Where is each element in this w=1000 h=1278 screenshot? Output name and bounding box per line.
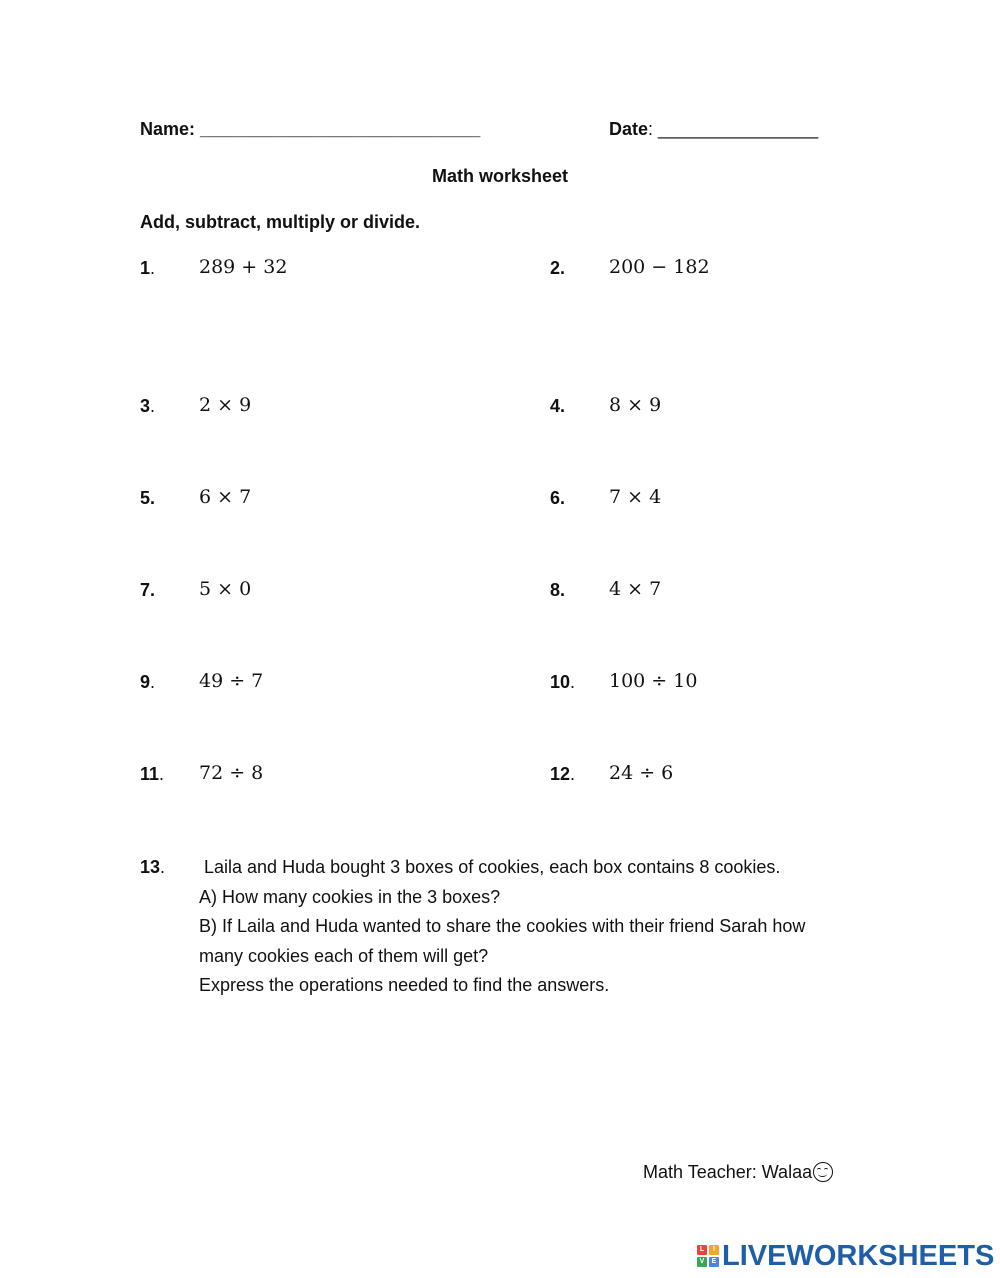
word-problem-line: Laila and Huda bought 3 boxes of cookies, each box contains 8 cookies. — [199, 857, 781, 877]
problem-expression: 4 × 7 — [609, 578, 662, 600]
liveworksheets-logo — [697, 1240, 994, 1272]
problem-number: 6. — [550, 488, 566, 508]
word-problem-line: many cookies each of them will get? — [199, 945, 489, 966]
problem-expression: 6 × 7 — [199, 486, 252, 508]
problem-number: 1. — [140, 258, 156, 278]
logo-text: LIVEWORKSHEETS — [722, 1239, 995, 1272]
problem-expression: 49 ÷ 7 — [199, 670, 264, 692]
problem-expression: 289 + 32 — [199, 256, 288, 278]
problem-number: 7. — [140, 580, 156, 600]
problem-expression: 2 × 9 — [199, 394, 252, 416]
problem-number: 12. — [550, 764, 576, 784]
problem-expression: 200 − 182 — [609, 256, 710, 278]
problem-number: 3. — [140, 396, 156, 416]
problem-number: 9. — [140, 672, 156, 692]
problem-number: 11. — [140, 764, 165, 784]
logo-mark-letter: E — [709, 1257, 719, 1267]
word-problem-line: Express the operations needed to find the answers. — [199, 975, 610, 995]
logo-mark-letter: V — [697, 1257, 707, 1267]
logo-mark-letter: L — [697, 1245, 707, 1255]
word-problem — [199, 853, 899, 1001]
problem-number: 8. — [550, 580, 566, 600]
worksheet-title: Math worksheet — [431, 166, 569, 186]
logo-mark-letter: I — [709, 1245, 719, 1255]
problem-number: 10. — [550, 672, 576, 692]
problem-number: 4. — [550, 396, 566, 416]
logo-mark-icon — [697, 1245, 719, 1267]
name-field: Name: ____________________________ — [140, 119, 481, 139]
problem-number: 13. — [140, 857, 166, 877]
problem-expression: 24 ÷ 6 — [609, 762, 674, 784]
word-problem-line: A) How many cookies in the 3 boxes? — [199, 886, 501, 907]
problem-expression: 100 ÷ 10 — [609, 670, 698, 692]
word-problem-line: B) If Laila and Huda wanted to share the cookies with their friend Sarah how — [199, 916, 806, 936]
teacher-signature: Math Teacher: Walaa — [643, 1162, 833, 1183]
problem-expression: 7 × 4 — [609, 486, 662, 508]
smiley-icon — [813, 1162, 833, 1182]
instructions: Add, subtract, multiply or divide. — [140, 212, 421, 232]
problem-expression: 8 × 9 — [609, 394, 662, 416]
problem-number: 5. — [140, 488, 156, 508]
date-field: Date: ________________ — [609, 119, 819, 139]
problem-expression: 72 ÷ 8 — [199, 762, 264, 784]
problem-number: 2. — [550, 258, 566, 278]
problem-expression: 5 × 0 — [199, 578, 252, 600]
